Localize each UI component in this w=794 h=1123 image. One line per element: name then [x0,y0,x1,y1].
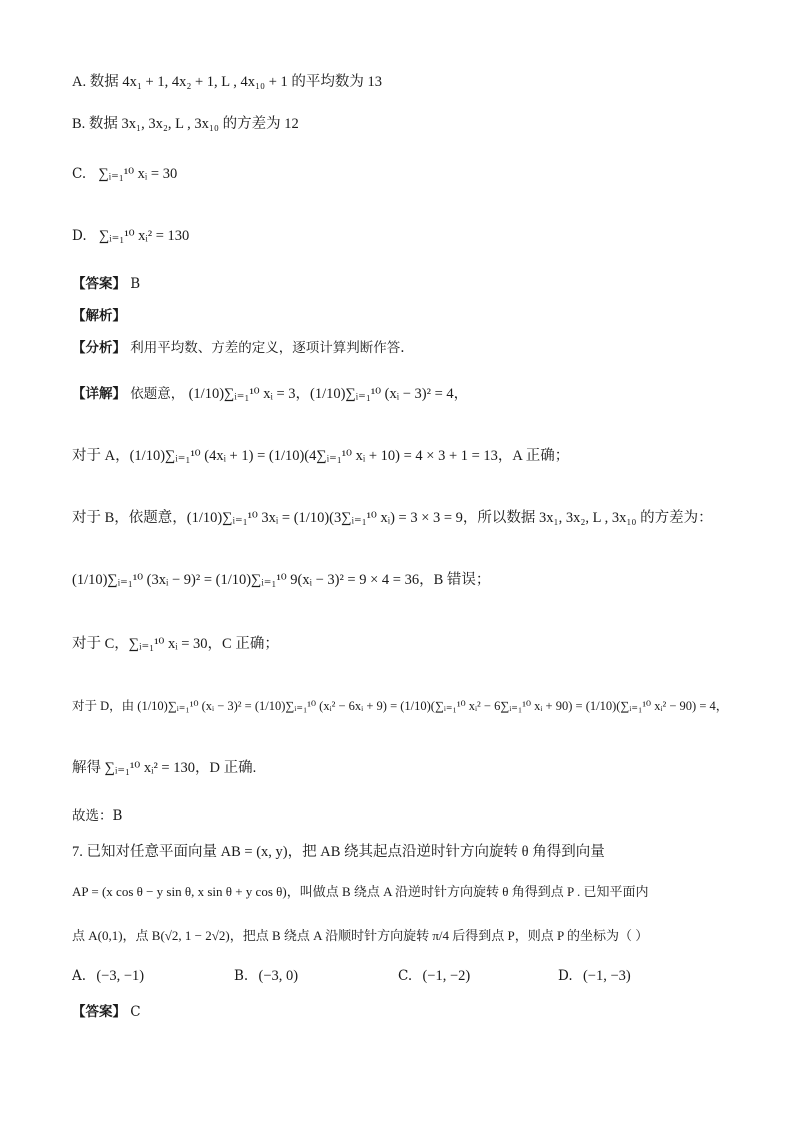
option-b [72,114,299,134]
question-7-text-3: 点 A(0,1)，点 B(√2, 1 − 2√2)，把点 B 绕点 A 沿顺时针方向旋转 π/4 后得到点 P，则点 P 的坐标为（ ） [72,928,649,943]
option-d-formula: ∑ᵢ₌₁¹⁰ xᵢ² = 130 [98,228,190,244]
conclusion-text: 故选：B [72,808,123,824]
analysis-heading [72,306,126,326]
solution-b2-text: (1/10)∑ᵢ₌₁¹⁰ (3xᵢ − 9)² = (1/10)∑ᵢ₌₁¹⁰ 9(xᵢ − 3)² = 9 × 4 = 36，B 错误； [72,572,491,588]
solution-c-text: 对于 C，∑ᵢ₌₁¹⁰ xᵢ = 30，C 正确； [72,636,279,652]
solution-d-text: 对于 D，由 (1/10)∑ᵢ₌₁¹⁰ (xᵢ − 3)² = (1/10)∑ᵢ₌₁¹⁰ (xᵢ² − 6xᵢ + 9) = (1/10)(∑ᵢ₌₁¹⁰ xᵢ² − 6∑ᵢ₌₁¹⁰ xᵢ + 90) = (1/10)(∑ᵢ₌₁¹⁰ xᵢ² − 90) = 4， [72,699,729,713]
xiangjie-line [72,384,468,404]
question-7-line-2 [72,882,649,902]
solution-line-c [72,634,279,654]
option-a [72,72,382,92]
option-a-text: A. 数据 4x₁ + 1, 4x₂ + 1, L , 4x₁₀ + 1 的平均数为 13 [72,74,383,90]
option-d [72,226,189,246]
answer-tag: 【答案】 [72,276,126,292]
answer-value: B [130,276,141,292]
q7-option-d-value: (−1, −3) [582,968,631,984]
q7-option-b-label: B. [234,968,249,984]
question-7-text-1: 7. 已知对任意平面向量 AB = (x, y)，把 AB 绕其起点沿逆时针方向旋转 θ 角得到向量 [72,844,605,860]
solution-a-text: 对于 A，(1/10)∑ᵢ₌₁¹⁰ (4xᵢ + 1) = (1/10)(4∑ᵢ₌₁¹⁰ xᵢ + 10) = 4 × 3 + 1 = 13，A 正确； [72,448,570,464]
q7-option-b [234,966,298,986]
fenxi-tag: 【分析】 [72,340,126,356]
q7-option-c-value: (−1, −2) [422,968,471,984]
q7-option-a [72,966,144,986]
solution-line-d [72,696,728,716]
q7-option-c-label: C. [398,968,413,984]
fenxi-line [72,338,405,358]
answer-tag-2: 【答案】 [72,1004,126,1020]
question-7-text-2: AP = (x cos θ − y sin θ, x sin θ + y cos θ)，叫做点 B 绕点 A 沿逆时针方向旋转 θ 角得到点 P . 已知平面内 [72,884,649,899]
q7-option-a-value: (−3, −1) [96,968,145,984]
solution-b-text: 对于 B，依题意，(1/10)∑ᵢ₌₁¹⁰ 3xᵢ = (1/10)(3∑ᵢ₌₁¹⁰ xᵢ) = 3 × 3 = 9，所以数据 3x₁, 3x₂, L , 3x₁₀ 的方差为： [72,510,713,526]
question-7-line-3 [72,926,648,946]
q7-option-d-label: D. [558,968,573,984]
conclusion-line [72,806,122,826]
option-b-text: B. 数据 3x₁, 3x₂, L , 3x₁₀ 的方差为 12 [72,116,299,132]
option-d-label: D. [72,228,87,244]
answer-line-2 [72,1002,141,1022]
xiangjie-formula: (1/10)∑ᵢ₌₁¹⁰ xᵢ = 3，(1/10)∑ᵢ₌₁¹⁰ (xᵢ − 3)² = 4， [188,386,469,402]
fenxi-text: 利用平均数、方差的定义，逐项计算判断作答. [130,340,405,356]
option-c-formula: ∑ᵢ₌₁¹⁰ xᵢ = 30 [98,166,178,182]
q7-option-a-label: A. [72,968,87,984]
q7-option-d [558,966,631,986]
solution-line-a [72,446,569,466]
answer-value-2: C [130,1004,141,1020]
analysis-tag: 【解析】 [72,308,126,324]
solution-line-b [72,508,713,528]
option-c-label: C. [72,166,87,182]
solution-line-b2 [72,570,490,590]
solution-line-d2 [72,758,256,778]
q7-option-b-value: (−3, 0) [258,968,299,984]
answer-line-1 [72,274,140,294]
xiangjie-tag: 【详解】 [72,386,126,402]
question-7-line-1 [72,842,605,862]
option-c [72,164,177,184]
solution-d2-text: 解得 ∑ᵢ₌₁¹⁰ xᵢ² = 130，D 正确. [72,760,257,776]
xiangjie-text: 依题意， [130,386,185,402]
q7-option-c [398,966,470,986]
